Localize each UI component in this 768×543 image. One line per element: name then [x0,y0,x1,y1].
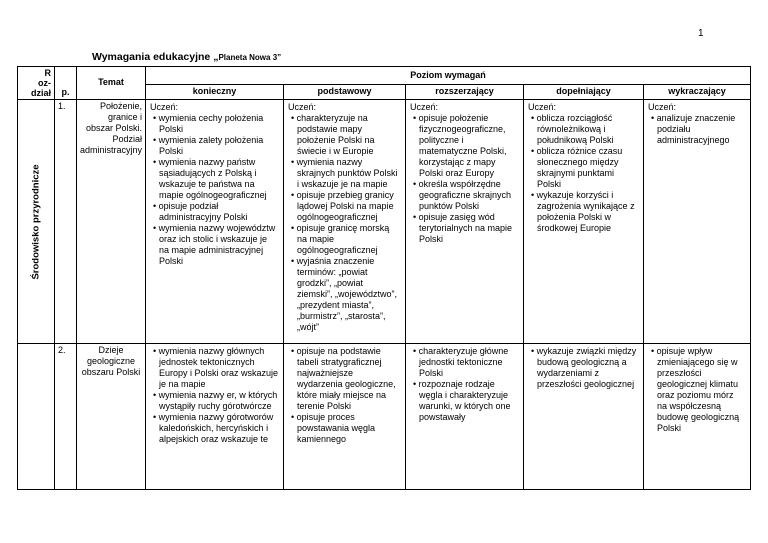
table-row [18,344,751,490]
list-item: • wymienia nazwy państw sąsiadujących z Polską i wskazuje te państwa na mapie ogólnogeograficznej [150,157,279,201]
list-item: • opisuje na podstawie tabeli stratygraficznej najważniejsze wydarzenia geologiczne, które miały miejsce na terenie Polski [288,346,401,412]
document-title [92,51,281,63]
row-number: 1. [55,100,77,344]
requirements-table [17,66,751,490]
list-item: • charakteryzuje na podstawie mapy położenie Polski na świecie i w Europie [288,113,401,157]
list-item: • wymienia nazwy głównych jednostek tektonicznych Europy i Polski oraz wskazuje je na mapie [150,346,279,390]
table-row [18,100,751,344]
row-topic: Dzieje geologiczne obszaru Polski [77,344,146,490]
list-item: • wymienia zalety położenia Polski [150,135,279,157]
page-number: 1 [698,28,704,39]
list-item: • analizuje znaczenie podziału administracyjnego [648,113,746,146]
header-temat: Temat [77,67,146,100]
list-item: • opisuje położenie fizycznogeograficzne, polityczne i matematyczne Polski, korzystając z mapy Polski oraz Europy [410,113,519,179]
list-item: • oblicza różnice czasu słonecznego między skrajnymi punktami Polski [528,146,639,190]
list-item: • oblicza rozciągłość równoleżnikową i południkową Polski [528,113,639,146]
header-lp: p. [55,67,77,100]
requirement-cell: Uczeń: • charakteryzuje na podstawie mapy położenie Polski na świecie i w Europie • wymienia nazwy skrajnych punktów Polski i wskazuje je na mapie • opisuje przebieg granicy lądowej Polski na mapie ogólnogeograficznej • opisuje granicę morską na mapie ogólnogeograficznej • wyjaśnia znaczenie terminów: „powiat grodzki”, „powiat ziemski”, „województwo”, „prezydent miasta”, „burmistrz”, „starosta”, „wójt” [284,100,406,344]
header-level-wykraczajacy: wykraczający [644,84,751,99]
header-level-podstawowy: podstawowy [284,84,406,99]
list-item: • wymienia nazwy er, w których wystąpiły ruchy górotwórcze [150,390,279,412]
header-poziom: Poziom wymagań [146,67,751,85]
requirement-cell [284,344,406,490]
list-item: • wyjaśnia znaczenie terminów: „powiat grodzki”, „powiat ziemski”, „województwo”, „prezydent miasta”, „burmistrz”, „starosta”, „wójt” [288,256,401,333]
title-prefix: Wymagania edukacyjne „ [92,51,219,63]
section-label: Środowisko przyrodnicze [30,163,42,280]
row-number: 2. [55,344,77,490]
requirement-cell: Uczeń: • oblicza rozciągłość równoleżnikową i południkową Polski • oblicza różnice czasu słonecznego między skrajnymi punktami Polski • wykazuje korzyści i zagrożenia wynikające z położenia Polski w środkowej Europie [524,100,644,344]
list-item: • opisuje granicę morską na mapie ogólnogeograficznej [288,223,401,256]
list-item: • wymienia cechy położenia Polski [150,113,279,135]
requirement-cell [524,344,644,490]
row-topic: Położenie, granice i obszar Polski. Podział administracyjny [77,100,146,344]
title-book-name: Planeta Nowa 3” [218,53,282,62]
header-level-konieczny: konieczny [146,84,284,99]
header-level-dopelniajacy: dopełniający [524,84,644,99]
requirement-cell: Uczeń: • analizuje znaczenie podziału administracyjnego [644,100,751,344]
list-item: • wykazuje związki między budową geologiczną a wydarzeniami z przeszłości geologicznej [528,346,639,390]
list-item: • opisuje wpływ zmieniającego się w przeszłości geologicznej klimatu oraz poziomu mórz na współczesną budowę geologiczną Polski [648,346,746,434]
header-dzial: R oz-dział [18,67,55,100]
requirement-cell [146,344,284,490]
section-label-cell [18,100,55,344]
list-item: • rozpoznaje rodzaje węgla i charakteryzuje warunki, w których one powstawały [410,379,519,423]
list-item: • wymienia nazwy województw oraz ich stolic i wskazuje je na mapie administracyjnej Polski [150,223,279,267]
list-item: • opisuje przebieg granicy lądowej Polski na mapie ogólnogeograficznej [288,190,401,223]
requirement-cell [644,344,751,490]
requirement-cell: Uczeń: • wymienia cechy położenia Polski • wymienia zalety położenia Polski • wymienia nazwy państw sąsiadujących z Polską i wskazuje te państwa na mapie ogólnogeograficznej • opisuje podział administracyjny Polski • wymienia nazwy województw oraz ich stolic i wskazuje je na mapie administracyjnej Polski [146,100,284,344]
list-item: • wymienia nazwy górotworów kaledońskich, hercyńskich i alpejskich oraz wskazuje te [150,412,279,445]
list-item: • wykazuje korzyści i zagrożenia wynikające z położenia Polski w środkowej Europie [528,190,639,234]
header-level-rozszerzajacy: rozszerzający [406,84,524,99]
list-item: • opisuje podział administracyjny Polski [150,201,279,223]
list-item: • opisuje zasięg wód terytorialnych na mapie Polski [410,212,519,245]
section-label-cell-continued [18,344,55,490]
requirement-cell: Uczeń: • opisuje położenie fizycznogeograficzne, polityczne i matematyczne Polski, korzystając z mapy Polski oraz Europy • określa współrzędne geograficzne skrajnych punktów Polski • opisuje zasięg wód terytorialnych na mapie Polski [406,100,524,344]
list-item: • wymienia nazwy skrajnych punktów Polski i wskazuje je na mapie [288,157,401,190]
list-item: • charakteryzuje główne jednostki tektoniczne Polski [410,346,519,379]
list-item: • określa współrzędne geograficzne skrajnych punktów Polski [410,179,519,212]
requirement-cell [406,344,524,490]
list-item: • opisuje proces powstawania węgla kamiennego [288,412,401,445]
